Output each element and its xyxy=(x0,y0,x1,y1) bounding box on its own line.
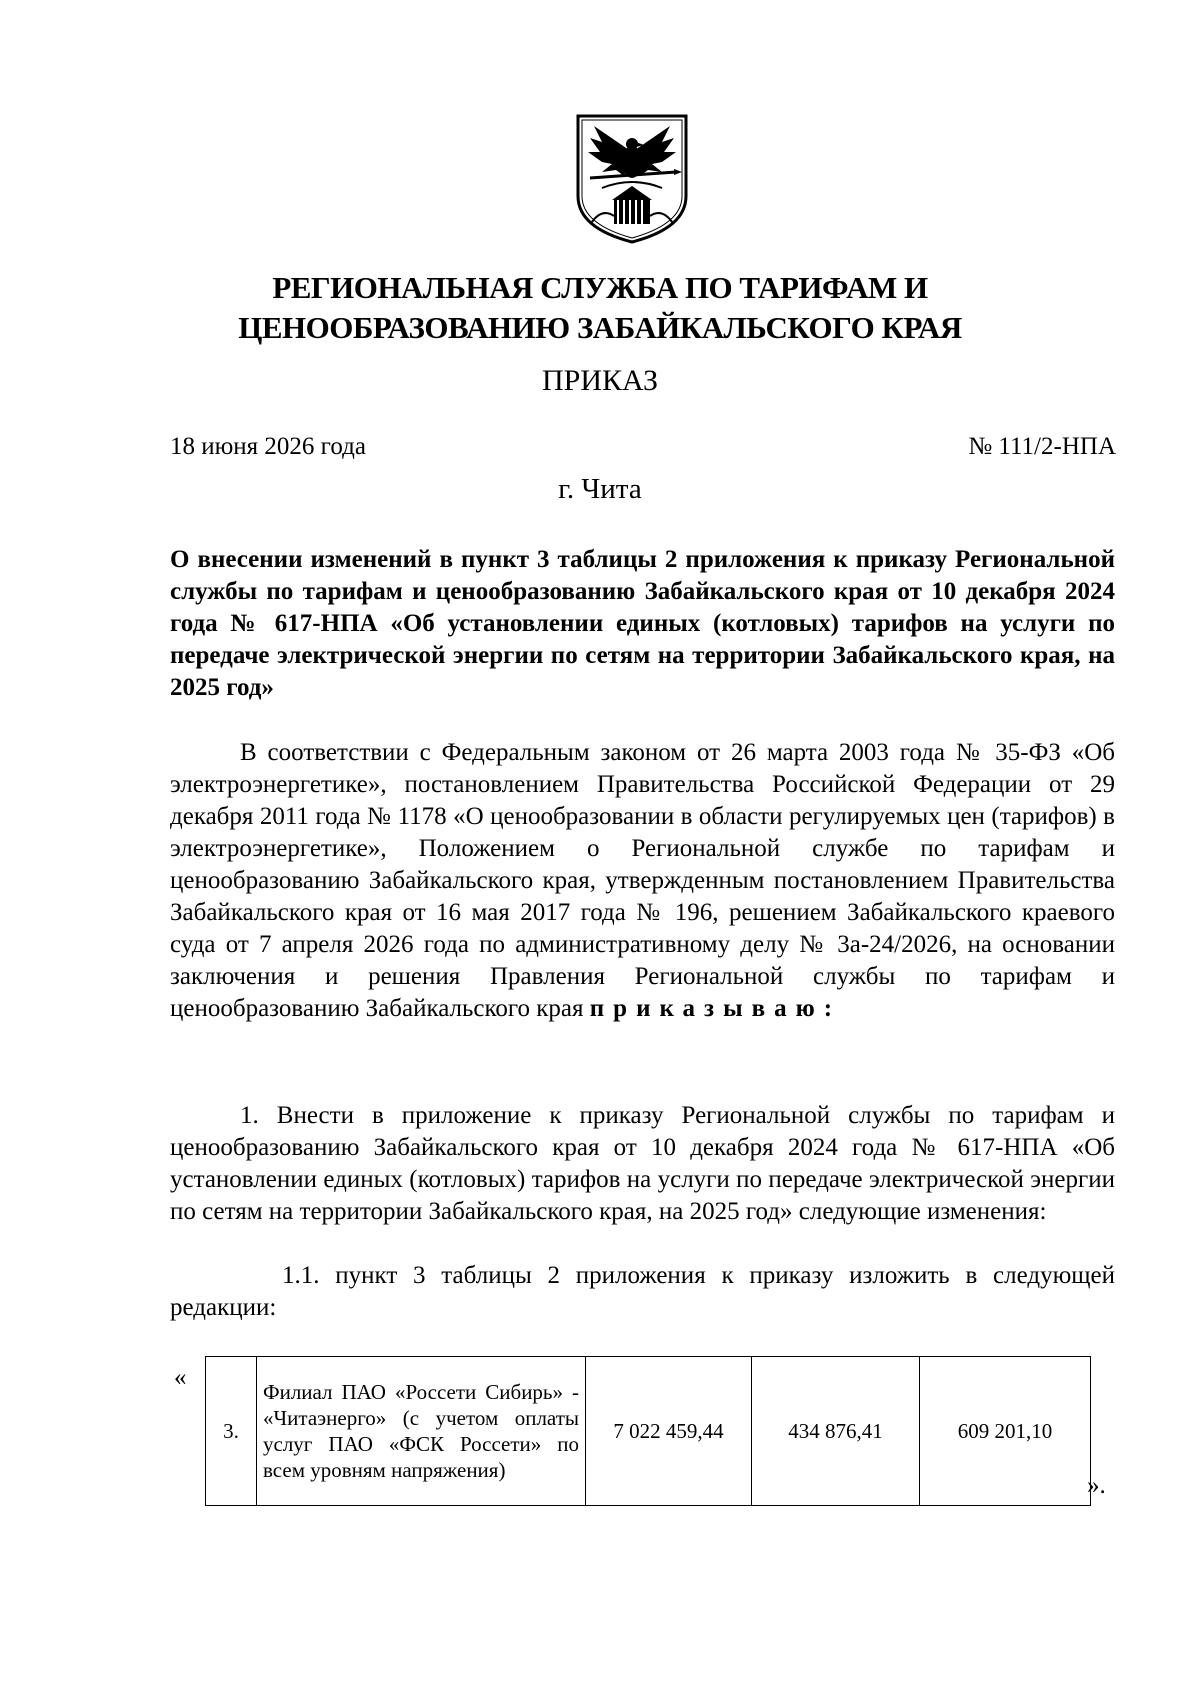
tariff-value-1: 7 022 459,44 xyxy=(586,1357,752,1506)
tariff-value-3: 609 201,10 xyxy=(920,1357,1091,1506)
organization-name: Филиал ПАО «Россети Сибирь» - «Читаэнерго» (с учетом оплаты услуг ПАО «ФСК Россети» по всем уровням напряжения) xyxy=(257,1357,586,1506)
preamble-paragraph xyxy=(170,737,1115,1025)
amendment-table-block xyxy=(170,1356,1130,1508)
row-number: 3. xyxy=(206,1357,257,1506)
opening-quote: « xyxy=(174,1364,187,1391)
table-row xyxy=(206,1357,1091,1506)
coat-of-arms-icon xyxy=(572,112,692,246)
document-type: ПРИКАЗ xyxy=(542,364,658,397)
item-1-1-paragraph: 1.1. пункт 3 таблицы 2 приложения к приказу изложить в следующей редакции: xyxy=(170,1262,1115,1321)
document-date: 18 июня 2026 года xyxy=(170,433,366,460)
tariff-value-2: 434 876,41 xyxy=(752,1357,920,1506)
document-number: № 111/2-НПА xyxy=(968,433,1116,460)
preamble-text: В соответствии с Федеральным законом от 26 марта 2003 года № 35-ФЗ «Об электроэнергетике», постановлением Правительства Российской Федерации от 29 декабря 2011 года № 1178 «О ценообразовании в области регулируемых цен (тарифов) в электроэнергетике», Положением о Региональной службе по тарифам и ценообразованию Забайкальского края, утвержденным постановлением Правительства Забайкальского края от 16 мая 2017 года № 196, решением Забайкальского краевого суда от 7 апреля 2026 года по административному делу № 3а-24/2026, на основании заключения и решения Правления Региональной службы по тарифам и ценообразованию Забайкальского края xyxy=(170,739,1115,1022)
closing-quote: ». xyxy=(1087,1472,1106,1499)
order-word: приказываю: xyxy=(589,995,842,1022)
authority-name-line2: ЦЕНООБРАЗОВАНИЮ ЗАБАЙКАЛЬСКОГО КРАЯ xyxy=(238,310,962,345)
item-1-paragraph: 1. Внести в приложение к приказу Региональной службы по тарифам и ценообразованию Забайкальского края от 10 декабря 2024 года № 617-НПА «Об установлении единых (котловых) тарифов на услуги по передаче электрической энергии по сетям на территории Забайкальского края, на 2025 год» следующие изменения: xyxy=(170,1102,1115,1225)
amendment-table xyxy=(205,1356,1091,1506)
document-city: г. Чита xyxy=(558,473,642,505)
authority-name xyxy=(150,268,1050,348)
authority-name-line1: РЕГИОНАЛЬНАЯ СЛУЖБА ПО ТАРИФАМ И xyxy=(272,270,928,305)
document-subject: О внесении изменений в пункт 3 таблицы 2 приложения к приказу Региональной службы по тарифам и ценообразованию Забайкальского края от 10 декабря 2024 года № 617-НПА «Об установлении единых (котловых) тарифов на услуги по передаче электрической энергии по сетям на территории Забайкальского края, на 2025 год» xyxy=(170,546,1115,701)
